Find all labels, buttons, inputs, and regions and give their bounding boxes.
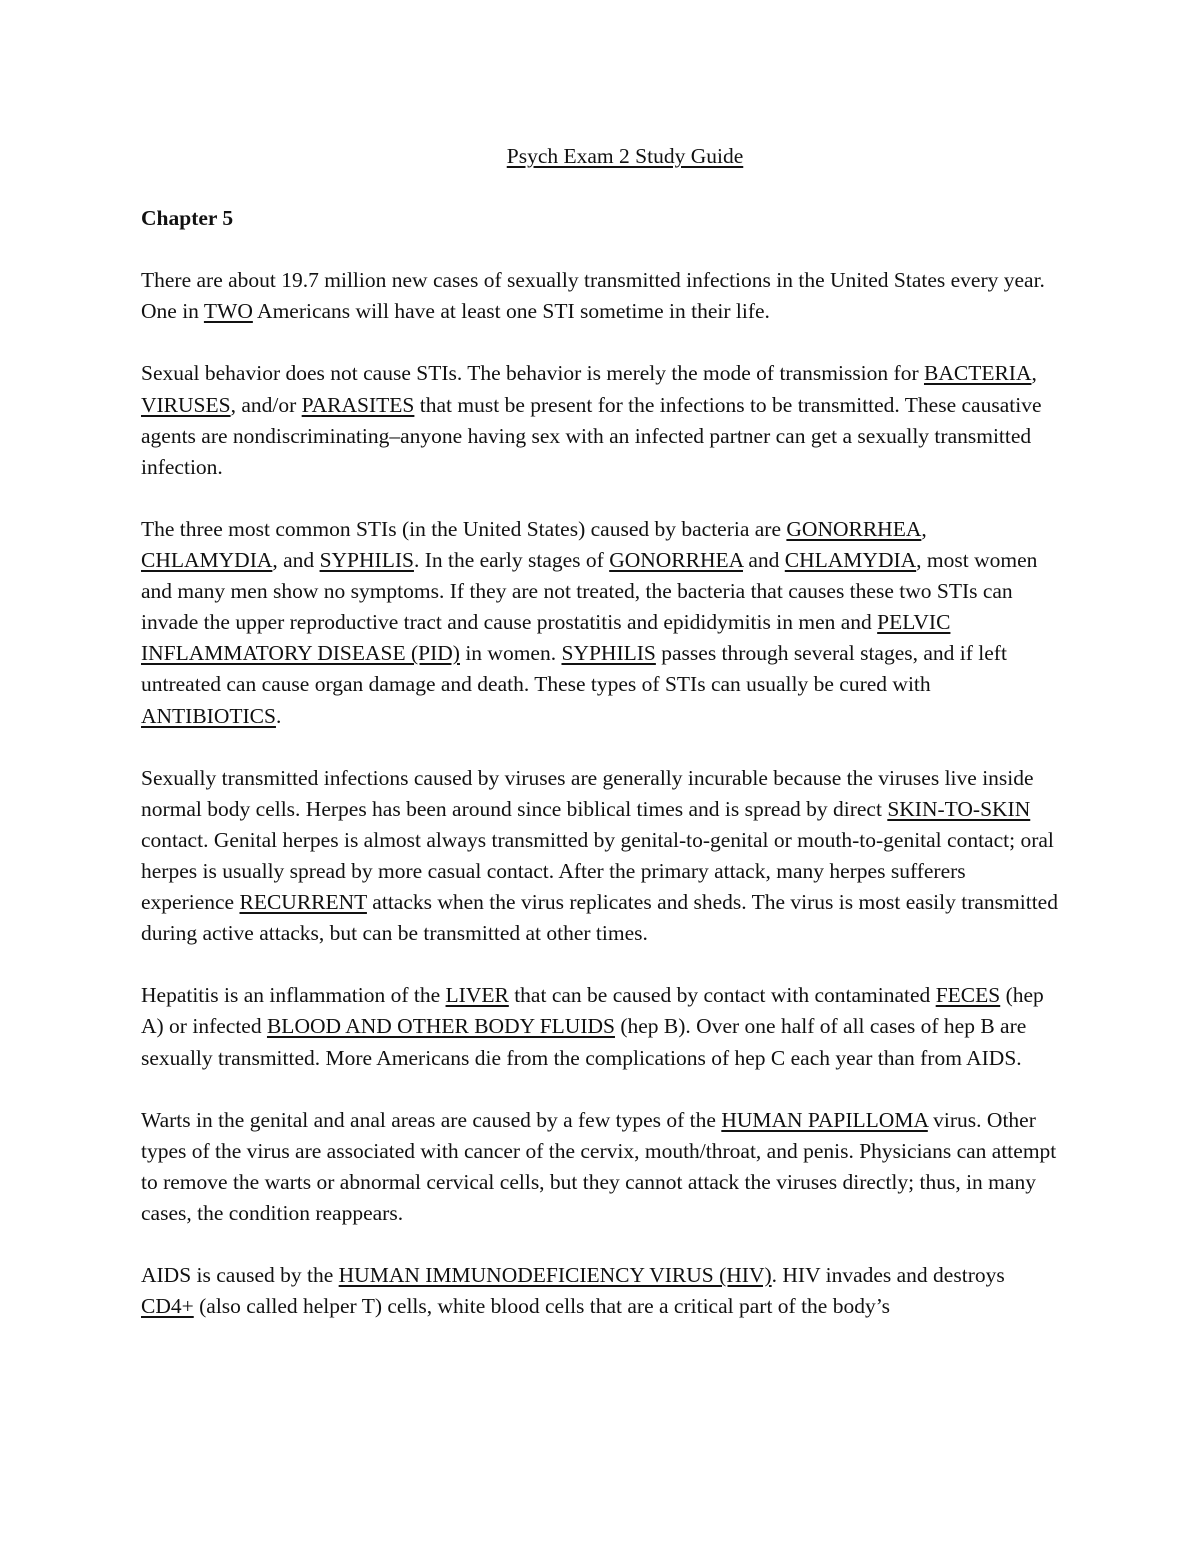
document-page — [141, 141, 1061, 1353]
paragraph — [141, 358, 1061, 482]
text-run: (hep B). Over one half of all cases of hep B are sexually transmitted. More Americans die from the complications of hep C each year than from AIDS. — [141, 1014, 1027, 1070]
text-run: , — [921, 516, 927, 541]
underlined-term: RECURRENT — [239, 890, 367, 915]
underlined-term: GONORRHEA — [609, 548, 743, 573]
text-run: passes through several stages, and if left untreated can cause organ damage and death. These types of STIs can usually be cured with — [141, 641, 1007, 697]
underlined-term: FECES — [935, 983, 1001, 1008]
underlined-term: TWO — [203, 299, 253, 324]
text-run: AIDS is caused by the — [141, 1263, 339, 1288]
paragraph — [141, 1260, 1061, 1322]
paragraph — [141, 1105, 1061, 1229]
underlined-term: HUMAN PAPILLOMA — [721, 1107, 928, 1132]
text-run: that must be present for the infections to be transmitted. These causative agents are nondiscriminating–anyone having sex with an infected partner can get a sexually transmitted infection. — [141, 392, 1042, 479]
text-run: . — [275, 703, 282, 728]
text-run: There are about 19.7 million new cases of sexually transmitted infections in the United States every year. One in — [141, 268, 1045, 324]
paragraph — [141, 980, 1061, 1073]
underlined-term: VIRUSES — [141, 392, 231, 417]
underlined-term: BLOOD AND OTHER BODY FLUIDS — [266, 1014, 615, 1039]
underlined-term: CHLAMYDIA — [141, 548, 273, 573]
text-run: that can be caused by contact with contaminated — [508, 983, 936, 1008]
text-run: . In the early stages of — [413, 548, 610, 573]
text-run: attacks when the virus replicates and sheds. The virus is most easily transmitted during active attacks, but can be transmitted at other times. — [141, 890, 1058, 946]
underlined-term: PELVIC INFLAMMATORY DISEASE (PID) — [141, 610, 951, 666]
document-title: Psych Exam 2 Study Guide — [506, 144, 744, 168]
text-run: Sexual behavior does not cause STIs. The behavior is merely the mode of transmission for — [141, 361, 924, 386]
text-run: . HIV invades and destroys — [771, 1263, 1005, 1288]
text-run: , most women and many men show no symptoms. If they are not treated, the bacteria that causes these two STIs can invade the upper reproductive tract and cause prostatitis and epididymitis in men and — [141, 548, 1038, 635]
text-run: Warts in the genital and anal areas are caused by a few types of the — [141, 1107, 722, 1132]
underlined-term: PARASITES — [301, 392, 415, 417]
text-run: contact. Genital herpes is almost always transmitted by genital-to-genital or mouth-to-genital contact; oral herpes is usually spread by more casual contact. After the primary attack, many herpes sufferers experience — [141, 827, 1054, 915]
paragraph — [141, 763, 1061, 950]
text-run: (hep A) or infected — [141, 983, 1044, 1039]
underlined-term: LIVER — [445, 983, 509, 1008]
underlined-term: SYPHILIS — [561, 641, 656, 666]
chapter-heading: Chapter 5 — [141, 206, 234, 231]
text-run: virus. Other types of the virus are associated with cancer of the cervix, mouth/throat, and penis. Physicians can attempt to remove the warts or abnormal cervical cells, but they cannot attack the viruses directly; thus, in many cases, the condition reappears. — [141, 1107, 1057, 1225]
text-run: Hepatitis is an inflammation of the — [141, 983, 446, 1008]
text-run: The three most common STIs (in the United States) caused by bacteria are — [141, 516, 787, 541]
text-run: (also called helper T) cells, white blood cells that are a critical part of the body’s — [193, 1294, 891, 1319]
underlined-term: CD4+ — [141, 1294, 194, 1319]
text-run: Sexually transmitted infections caused by viruses are generally incurable because the viruses live inside normal body cells. Herpes has been around since biblical times and is spread by direct — [141, 765, 1034, 821]
underlined-term: CHLAMYDIA — [784, 548, 917, 573]
underlined-term: HUMAN IMMUNODEFICIENCY VIRUS (HIV) — [338, 1263, 772, 1288]
text-run: and — [742, 548, 785, 573]
underlined-term: BACTERIA — [923, 361, 1032, 386]
paragraph — [141, 514, 1061, 732]
text-run: , and/or — [230, 392, 302, 417]
text-run: , — [1031, 361, 1037, 386]
text-run: in women. — [459, 641, 562, 666]
underlined-term: ANTIBIOTICS — [141, 703, 276, 728]
underlined-term: SYPHILIS — [319, 548, 414, 573]
underlined-term: SKIN-TO-SKIN — [887, 796, 1031, 821]
text-run: , and — [272, 548, 320, 573]
underlined-term: GONORRHEA — [786, 516, 922, 541]
paragraph — [141, 265, 1061, 327]
text-run: Americans will have at least one STI sometime in their life. — [252, 299, 770, 324]
